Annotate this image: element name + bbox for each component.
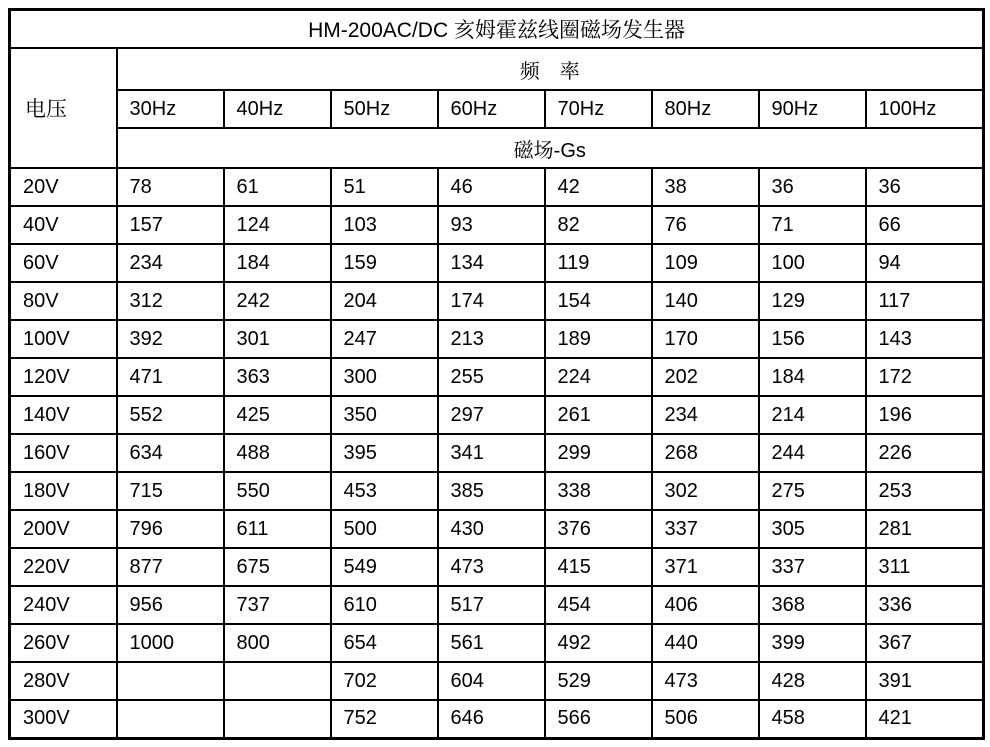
voltage-cell: 220V	[10, 548, 117, 586]
value-cell: 337	[759, 548, 866, 586]
value-cell: 93	[438, 206, 545, 244]
value-cell: 488	[224, 434, 331, 472]
value-cell: 159	[331, 244, 438, 282]
value-cell: 109	[652, 244, 759, 282]
value-cell: 156	[759, 320, 866, 358]
table-row	[10, 624, 984, 662]
voltage-cell: 100V	[10, 320, 117, 358]
value-cell: 172	[866, 358, 984, 396]
value-cell: 76	[652, 206, 759, 244]
value-cell: 268	[652, 434, 759, 472]
value-cell: 415	[545, 548, 652, 586]
value-cell: 492	[545, 624, 652, 662]
value-cell: 281	[866, 510, 984, 548]
value-cell: 338	[545, 472, 652, 510]
table-row	[10, 472, 984, 510]
value-cell: 473	[438, 548, 545, 586]
value-cell: 302	[652, 472, 759, 510]
value-cell: 94	[866, 244, 984, 282]
value-cell	[117, 700, 224, 738]
value-cell: 297	[438, 396, 545, 434]
voltage-column-header: 电压	[10, 48, 117, 168]
value-cell: 796	[117, 510, 224, 548]
voltage-frequency-table	[8, 8, 985, 740]
value-cell	[224, 700, 331, 738]
voltage-cell: 60V	[10, 244, 117, 282]
value-cell: 124	[224, 206, 331, 244]
value-cell: 425	[224, 396, 331, 434]
value-cell: 213	[438, 320, 545, 358]
value-cell: 454	[545, 586, 652, 624]
frequency-group-header: 频 率	[117, 48, 984, 90]
value-cell: 71	[759, 206, 866, 244]
voltage-cell: 20V	[10, 168, 117, 206]
value-cell: 517	[438, 586, 545, 624]
value-cell: 275	[759, 472, 866, 510]
table-title: HM-200AC/DC 亥姆霍兹线圈磁场发生器	[10, 10, 984, 49]
value-cell: 36	[759, 168, 866, 206]
value-cell: 611	[224, 510, 331, 548]
freq-col-header-30hz: 30Hz	[117, 90, 224, 128]
value-cell: 529	[545, 662, 652, 700]
voltage-cell: 280V	[10, 662, 117, 700]
field-unit-row	[10, 128, 984, 168]
value-cell: 561	[438, 624, 545, 662]
value-cell: 204	[331, 282, 438, 320]
value-cell: 46	[438, 168, 545, 206]
value-cell: 311	[866, 548, 984, 586]
value-cell: 247	[331, 320, 438, 358]
value-cell: 38	[652, 168, 759, 206]
value-cell: 800	[224, 624, 331, 662]
table-body	[10, 168, 984, 738]
value-cell: 341	[438, 434, 545, 472]
freq-col-header-70hz: 70Hz	[545, 90, 652, 128]
freq-col-header-100hz: 100Hz	[866, 90, 984, 128]
value-cell: 36	[866, 168, 984, 206]
value-cell: 430	[438, 510, 545, 548]
value-cell: 154	[545, 282, 652, 320]
value-cell: 1000	[117, 624, 224, 662]
frequency-span-row	[10, 48, 984, 90]
value-cell: 103	[331, 206, 438, 244]
voltage-cell: 120V	[10, 358, 117, 396]
freq-col-header-60hz: 60Hz	[438, 90, 545, 128]
value-cell: 242	[224, 282, 331, 320]
value-cell: 226	[866, 434, 984, 472]
value-cell: 66	[866, 206, 984, 244]
value-cell: 350	[331, 396, 438, 434]
value-cell: 299	[545, 434, 652, 472]
freq-col-header-90hz: 90Hz	[759, 90, 866, 128]
value-cell	[117, 662, 224, 700]
value-cell: 61	[224, 168, 331, 206]
value-cell: 500	[331, 510, 438, 548]
table-row	[10, 358, 984, 396]
value-cell: 305	[759, 510, 866, 548]
value-cell: 119	[545, 244, 652, 282]
table-row	[10, 586, 984, 624]
value-cell: 261	[545, 396, 652, 434]
table-row	[10, 510, 984, 548]
value-cell: 399	[759, 624, 866, 662]
value-cell: 391	[866, 662, 984, 700]
value-cell: 157	[117, 206, 224, 244]
title-row	[10, 10, 984, 49]
voltage-cell: 80V	[10, 282, 117, 320]
value-cell: 189	[545, 320, 652, 358]
table-row	[10, 548, 984, 586]
value-cell: 196	[866, 396, 984, 434]
voltage-cell: 260V	[10, 624, 117, 662]
value-cell: 174	[438, 282, 545, 320]
voltage-cell: 180V	[10, 472, 117, 510]
value-cell: 51	[331, 168, 438, 206]
value-cell: 421	[866, 700, 984, 738]
value-cell: 140	[652, 282, 759, 320]
value-cell: 552	[117, 396, 224, 434]
value-cell: 184	[224, 244, 331, 282]
value-cell: 392	[117, 320, 224, 358]
value-cell: 100	[759, 244, 866, 282]
value-cell: 453	[331, 472, 438, 510]
value-cell: 654	[331, 624, 438, 662]
frequency-header-row	[10, 90, 984, 128]
value-cell: 42	[545, 168, 652, 206]
table-row	[10, 282, 984, 320]
value-cell: 371	[652, 548, 759, 586]
freq-col-header-40hz: 40Hz	[224, 90, 331, 128]
voltage-cell: 40V	[10, 206, 117, 244]
value-cell: 752	[331, 700, 438, 738]
value-cell: 634	[117, 434, 224, 472]
table-row	[10, 320, 984, 358]
value-cell: 117	[866, 282, 984, 320]
value-cell: 646	[438, 700, 545, 738]
value-cell: 253	[866, 472, 984, 510]
value-cell: 78	[117, 168, 224, 206]
value-cell: 244	[759, 434, 866, 472]
value-cell: 473	[652, 662, 759, 700]
table-row	[10, 662, 984, 700]
value-cell: 301	[224, 320, 331, 358]
table-row	[10, 434, 984, 472]
value-cell: 255	[438, 358, 545, 396]
value-cell: 82	[545, 206, 652, 244]
value-cell: 458	[759, 700, 866, 738]
value-cell: 129	[759, 282, 866, 320]
value-cell: 566	[545, 700, 652, 738]
voltage-cell: 240V	[10, 586, 117, 624]
table-row	[10, 244, 984, 282]
table-row	[10, 168, 984, 206]
value-cell: 234	[117, 244, 224, 282]
value-cell: 337	[652, 510, 759, 548]
value-cell: 363	[224, 358, 331, 396]
field-unit-header: 磁场-Gs	[117, 128, 984, 168]
freq-col-header-50hz: 50Hz	[331, 90, 438, 128]
value-cell: 604	[438, 662, 545, 700]
value-cell: 956	[117, 586, 224, 624]
value-cell: 234	[652, 396, 759, 434]
table-row	[10, 700, 984, 738]
value-cell: 549	[331, 548, 438, 586]
value-cell: 550	[224, 472, 331, 510]
value-cell: 395	[331, 434, 438, 472]
value-cell: 406	[652, 586, 759, 624]
value-cell: 367	[866, 624, 984, 662]
value-cell: 675	[224, 548, 331, 586]
value-cell: 224	[545, 358, 652, 396]
value-cell: 471	[117, 358, 224, 396]
value-cell: 312	[117, 282, 224, 320]
table-row	[10, 396, 984, 434]
voltage-cell: 200V	[10, 510, 117, 548]
value-cell: 336	[866, 586, 984, 624]
value-cell: 202	[652, 358, 759, 396]
value-cell: 877	[117, 548, 224, 586]
value-cell: 170	[652, 320, 759, 358]
value-cell: 715	[117, 472, 224, 510]
value-cell: 506	[652, 700, 759, 738]
value-cell: 300	[331, 358, 438, 396]
voltage-cell: 300V	[10, 700, 117, 738]
voltage-cell: 160V	[10, 434, 117, 472]
table-row	[10, 206, 984, 244]
value-cell: 214	[759, 396, 866, 434]
value-cell: 610	[331, 586, 438, 624]
value-cell: 702	[331, 662, 438, 700]
value-cell: 368	[759, 586, 866, 624]
value-cell: 143	[866, 320, 984, 358]
voltage-cell: 140V	[10, 396, 117, 434]
freq-col-header-80hz: 80Hz	[652, 90, 759, 128]
value-cell: 737	[224, 586, 331, 624]
value-cell: 385	[438, 472, 545, 510]
value-cell: 134	[438, 244, 545, 282]
value-cell: 184	[759, 358, 866, 396]
value-cell: 440	[652, 624, 759, 662]
value-cell	[224, 662, 331, 700]
value-cell: 428	[759, 662, 866, 700]
value-cell: 376	[545, 510, 652, 548]
